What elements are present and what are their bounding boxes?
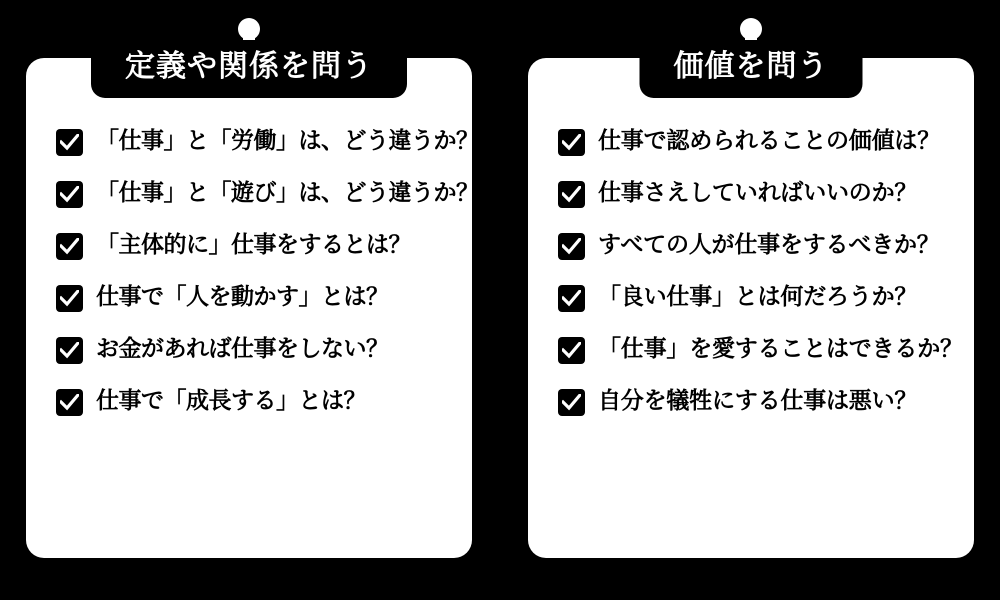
checkbox-checked-icon[interactable]: [56, 285, 83, 312]
checkbox-checked-icon[interactable]: [558, 285, 585, 312]
checkbox-checked-icon[interactable]: [56, 233, 83, 260]
card-header-wrap: [26, 50, 472, 112]
panel-definition: [26, 18, 479, 558]
checkbox-checked-icon[interactable]: [56, 389, 83, 416]
checkbox-checked-icon[interactable]: [56, 129, 83, 156]
list-item[interactable]: [558, 282, 944, 312]
list-item[interactable]: [56, 178, 479, 208]
list-item[interactable]: [56, 230, 442, 260]
checkbox-checked-icon[interactable]: [558, 389, 585, 416]
list-item[interactable]: [558, 334, 963, 364]
list-item-label: 仕事で「成長する」とは？: [96, 387, 366, 413]
list-item[interactable]: [558, 386, 944, 416]
checkbox-checked-icon[interactable]: [558, 233, 585, 260]
list-item-label: 自分を犠牲にする仕事は悪い？: [598, 387, 918, 413]
list-item-label: 仕事で認められることの価値は？: [598, 127, 941, 153]
card-title: 価値を問う: [640, 40, 863, 98]
list-item[interactable]: [558, 126, 944, 156]
list-item-label: 「良い仕事」とは何だろうか？: [598, 283, 918, 309]
list-item-label: 「仕事」を愛することはできるか？: [598, 335, 963, 361]
checkbox-checked-icon[interactable]: [56, 337, 83, 364]
card-value: [528, 50, 974, 558]
list-item[interactable]: [558, 230, 944, 260]
checklist: [26, 112, 479, 440]
card-header-wrap: [528, 50, 974, 112]
checkbox-checked-icon[interactable]: [56, 181, 83, 208]
card-title: 定義や関係を問う: [91, 40, 407, 98]
list-item[interactable]: [56, 334, 442, 364]
checkbox-checked-icon[interactable]: [558, 337, 585, 364]
checkbox-checked-icon[interactable]: [558, 181, 585, 208]
card-definition: [26, 50, 479, 558]
list-item-label: お金があれば仕事をしない？: [96, 335, 389, 361]
list-item-label: すべての人が仕事をするべきか？: [598, 231, 940, 257]
list-item[interactable]: [56, 126, 479, 156]
list-item[interactable]: [56, 386, 442, 416]
panel-value: [528, 18, 974, 558]
checklist: [528, 112, 974, 440]
list-item[interactable]: [558, 178, 944, 208]
checkbox-checked-icon[interactable]: [558, 129, 585, 156]
list-item[interactable]: [56, 282, 442, 312]
list-item-label: 「主体的に」仕事をするとは？: [96, 231, 411, 257]
list-item-label: 「仕事」と「遊び」は、どう違うか？: [96, 179, 479, 205]
list-item-label: 仕事さえしていればいいのか？: [598, 179, 918, 205]
list-item-label: 仕事で「人を動かす」とは？: [96, 283, 389, 309]
list-item-label: 「仕事」と「労働」は、どう違うか？: [96, 127, 479, 153]
